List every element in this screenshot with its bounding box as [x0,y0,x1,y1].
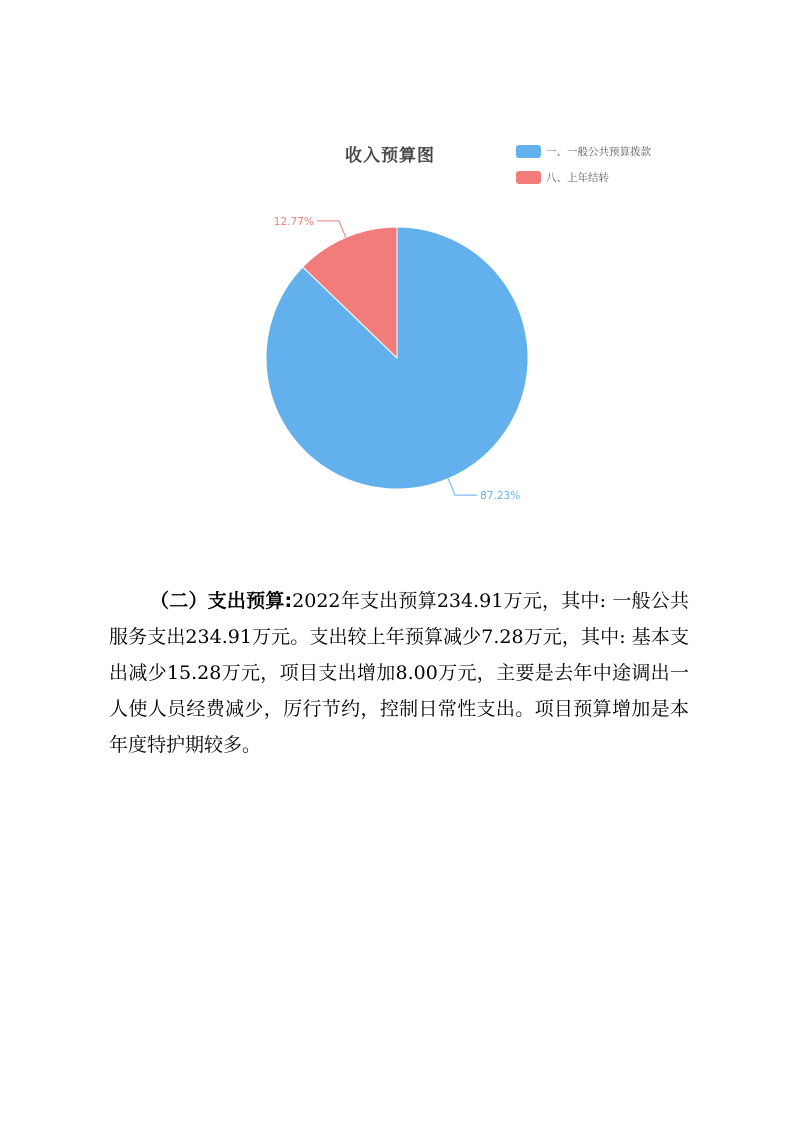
pie-label-general-budget: 87.23% [480,490,521,503]
section-body: 2022年支出预算234.91万元，其中: 一般公共服务支出234.91万元。支出较上年预算减少7.28万元，其中: 基本支出减少15.28万元，项目支出增加8.00万元，主要是去年中途调出一人使人员经费减少，厉行节约，控制日常性支出。项目预算增加是本年度特护期较多。 [109,590,689,756]
pie-chart-svg [0,0,793,560]
pie-label-carryover: 12.77% [273,215,314,228]
section-heading: （二）支出预算: [150,590,293,612]
expenditure-budget-paragraph [109,583,689,763]
legend-label-general-budget: 一、一般公共预算拨款 [546,145,651,158]
pie-leader-carryover [317,221,346,238]
income-budget-chart [0,0,793,560]
legend-label-carryover: 八、上年结转 [546,171,609,184]
chart-title: 收入预算图 [345,146,435,166]
pie-leader-general-budget [448,479,477,496]
